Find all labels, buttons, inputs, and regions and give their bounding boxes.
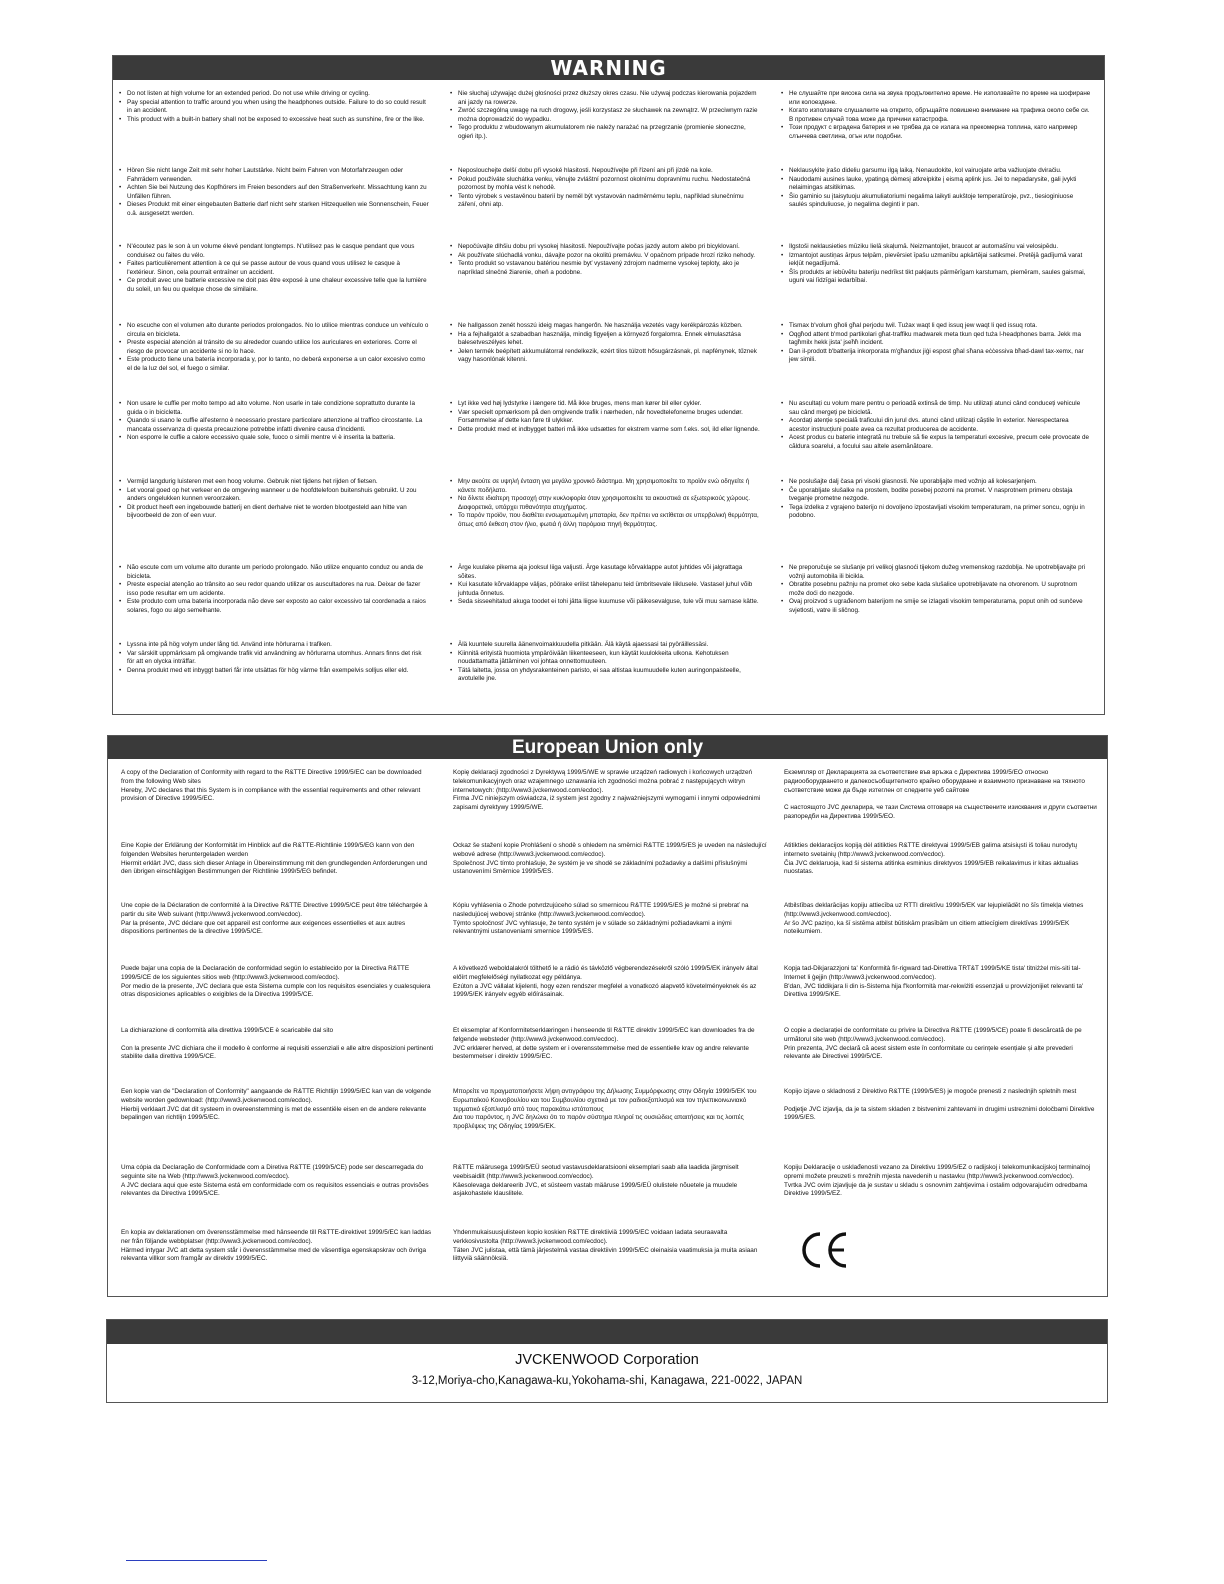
- eu-declaration-block: [784, 1088, 1099, 1123]
- warning-item: • Este produto com uma bateria incorporada não deve ser exposto ao calor excessivo tal coordenada a raios solares, fogo ou algo semelhante.: [119, 598, 429, 615]
- warning-item: • Ärge kuulake pikema aja jooksul liiga valjusti. Ärge kasutage kõrvaklappe autot juhtides või jalgrattaga sõites.: [450, 564, 760, 581]
- warning-item: • Tismax b'volum għoli għal perjodu twil. Tużax waqt li qed issuq jew waqt li qed issuq rota.: [781, 322, 1091, 331]
- warning-language-block: [450, 322, 760, 365]
- corporation-address: 3-12,Moriya-cho,Kanagawa-ku,Yokohama-shi, Kanagawa, 221-0022, JAPAN: [411, 1375, 803, 1387]
- eu-declaration-block: [121, 902, 436, 937]
- warning-list: [119, 167, 429, 219]
- corporation-bar: [107, 1320, 1107, 1344]
- warning-item: • Tego produktu z wbudowanym akumulatorem nie należy narażać na przegrzanie (promienie słoneczne, ogień itp.).: [450, 124, 760, 141]
- eu-declaration-text: Une copie de la Déclaration de conformité à la Directive R&TTE Directive 1999/5/CE peut être téléchargée à partir du site Web suivant (http://www3.jvckenwood.com/ecdoc). Par la présente, JVC déclare que cet appareil est conforme aux exigences essentielles et aux autres dispositions pertinentes de la directive 1999/5/CE.: [121, 902, 428, 936]
- warning-item: • Ovaj proizvod s ugrađenom baterijom ne smije se izlagati visokim temperaturama, poput onih od sunčeve svjetlosti, vatre ili sličnog.: [781, 598, 1091, 615]
- warning-item: • Nu ascultați cu volum mare pentru o perioadă extinsă de timp. Nu utilizați atunci când conduceți vehicule sau când mergeți pe bicicletă.: [781, 400, 1091, 417]
- warning-item: • Dan il-prodott b'batterija inkorporata m'għandux jiġi espost għal sħana eċċessiva bħad-dawl tax-xemx, nar jew simili.: [781, 348, 1091, 365]
- eu-declaration-block: [784, 1027, 1099, 1062]
- warning-list: [450, 478, 760, 530]
- warning-item: • Acordați atenție specială traficului din jurul dvs. atunci când utilizați căștile în exterior. Nerespectarea acestor instrucțiuni poate avea ca rezultat producerea de accidente.: [781, 417, 1091, 434]
- warning-list: [119, 564, 429, 616]
- warning-item: • Non usare le cuffie per molto tempo ad alto volume. Non usarle in tale condizione soprattutto durante la guida o in bicicletta.: [119, 400, 429, 417]
- eu-declaration-block: [121, 1088, 436, 1123]
- warning-item: • Lyt ikke ved høj lydstyrke i længere tid. Må ikke bruges, mens man kører bil eller cykler.: [450, 400, 760, 409]
- warning-language-block: [450, 478, 760, 530]
- eu-declaration-block: [453, 769, 768, 813]
- eu-declaration-block: [784, 842, 1099, 877]
- warning-columns: [113, 80, 1104, 714]
- warning-item: • Acest produs cu baterie integrată nu trebuie să fie expus la temperaturi excesive, precum cele provocate de căldura soarelui, a focului sau altele asemănătoare.: [781, 434, 1091, 451]
- warning-item: • Neklausykite įrašo dideliu garsumu ilgą laiką. Nenaudokite, kol vairuojate arba važiuojate dviračiu.: [781, 167, 1091, 176]
- warning-item: • Non esporre le cuffie a calore eccessivo quale sole, fuoco o simili mentre vi è inserita la batteria.: [119, 434, 429, 443]
- warning-list: [450, 400, 760, 434]
- warning-language-block: [119, 90, 429, 124]
- eu-declaration-text: Kópiu vyhlásenia o Zhode potvrdzujúceho súlad so smernicou R&TTE 1999/5/ES je možné si prebrať na nasledujúcej webovej stránke (http://www3.jvckenwood.com/ecdoc). Týmto spoločnosť JVC vyhlasuje, že tento systém je v súlade so základnými požiadavkami a inými relevantnými ustanoveniami smernice 1999/5/ES.: [453, 902, 749, 936]
- warning-item: • Не слушайте при висока сила на звука продължително време. Не използвайте по време на шофиране или колоездене.: [781, 90, 1091, 107]
- eu-declaration-block: [121, 1027, 436, 1062]
- eu-declaration-text: Kopja tad-Dikjarazzjoni ta' Konformità fir-rigward tad-Direttiva TRT&T 1999/5/KE tista' titniżżel mis-siti tal-Internet li ġejjin (http://www3.jvckenwood.com/ecdoc). B'dan, JVC tiddikjara li din is-Sistema hija f'konformità mar-rekwiżiti essenzjali u provvizjonijiet relevanti ta' Direttiva 1999/5/KE.: [784, 965, 1084, 999]
- eu-declaration-text: Kopię deklaracji zgodności z Dyrektywą 1999/5/WE w sprawie urządzeń radiowych i końcowych urządzeń telekomunikacyjnych oraz wzajemnego uznawania ich zgodności można pobrać z następujących witryn internetowych: (http://www3.jvckenwood.com/ecdoc). Firma JVC niniejszym oświadcza, iż system jest zgodny z najważniejszymi wymogami i innymi odpowiednimi zapisami dyrektywy 1999/5/WE.: [453, 769, 761, 812]
- warning-language-block: [119, 400, 429, 443]
- warning-item: • Nepočúvajte dlhšiu dobu pri vysokej hlasitosti. Nepoužívajte počas jazdy autom alebo pri bicyklovaní.: [450, 243, 760, 252]
- warning-item: • Το παρόν προϊόν, που διαθέτει ενσωματωμένη μπαταρία, δεν πρέπει να εκτίθεται σε υπερβολική θερμότητα, όπως από έκθεση στον ήλιο, φωτιά ή άλλη παρόμοια πηγή θερμότητας.: [450, 512, 760, 529]
- eu-declaration-text: Atbilstības deklarācijas kopiju attiecība uz RTTI direktīvu 1999/5/EK var lejupielādēt no šīs tīmekļa vietnes (http://www3.jvckenwood.com/ecdoc). Ar šo JVC paziņo, ka šī sistēma atbilst būtiskām prasībām un citiem attiecīgiem direktīvas 1999/5/EK noteikumiem.: [784, 902, 1084, 936]
- warning-language-block: [119, 564, 429, 616]
- warning-list: [450, 90, 760, 142]
- warning-item: • Če uporabljate slušalke na prostem, bodite posebej pozorni na promet. V nasprotnem primeru obstaja tveganje prometne nezgode.: [781, 487, 1091, 504]
- eu-declaration-text: O copie a declarației de conformitate cu privire la Directiva R&TTE (1999/5/CE) poate fi descărcată de pe următorul site web (http://www3.jvckenwood.com/ecdoc). Prin prezenta, JVC declară că acest sistem este în conformitate cu cerințele esențiale și alte prevederi relevante ale Directivei 1999/5/CE.: [784, 1027, 1082, 1061]
- eu-declaration-text: Μπορείτε να πραγματοποιήσετε λήψη αντιγράφου της Δήλωσης Συμμόρφωσης στην Οδηγία 1999/5/ΕΚ του Ευρωπαϊκού Κοινοβουλίου και του Συμβουλίου σχετικά με τον ραδιοεξοπλισμό και τον τηλεπικοινωνιακό τερματικό εξοπλισμό από τους παρακάτω ιστότοπους Δια του παρόντος, η JVC δηλώνει ότι το παρόν σύστημα πληροί τις ουσιώδεις απαιτήσεις και τις λοιπές προβλέψεις της Οδηγίας 1999/5/ΕΚ.: [453, 1088, 757, 1131]
- warning-item: • Tento produkt so vstavanou batériou nesmie byť vystavený zdrojom nadmerne vysokej teploty, ako je napríklad slnečné žiarenie, oheň a podobne.: [450, 260, 760, 277]
- warning-language-block: [781, 400, 1091, 452]
- warning-list: [450, 243, 760, 277]
- warning-section: [112, 55, 1105, 715]
- warning-list: [781, 167, 1091, 210]
- warning-language-block: [450, 400, 760, 434]
- warning-item: • N'écoutez pas le son à un volume élevé pendant longtemps. N'utilisez pas le casque pendant que vous conduisez ou faites du vélo.: [119, 243, 429, 260]
- eu-declaration-block: [453, 842, 768, 877]
- warning-item: • Ne hallgasson zenét hosszú ideig magas hangerőn. Ne használja vezetés vagy kerékpározás közben.: [450, 322, 760, 331]
- eu-declaration-block: [453, 965, 768, 1000]
- warning-item: • Dieses Produkt mit einer eingebauten Batterie darf nicht sehr starken Hitzequellen wie Sonnenschein, Feuer o.ä. ausgesetzt werden.: [119, 201, 429, 218]
- eu-declaration-text: Kopijo izjave o skladnosti z Direktivo R&TTE (1999/5/ES) je mogoče prenesti z naslednjih spletnih mest Podjetje JVC izjavlja, da je ta sistem skladen z bistvenimi zahtevami in drugimi ustreznimi določbami Direktive 1999/5/ES.: [784, 1088, 1095, 1122]
- warning-language-block: [450, 167, 760, 210]
- eu-declaration-block: [453, 902, 768, 937]
- warning-item: • Oqgħod attent b'mod partikolari għat-traffiku madwarek meta tkun qed tuża l-headphones barra. Jekk ma tagħmilx hekk jista' jseħħ incident.: [781, 331, 1091, 348]
- eu-declaration-text: Atitikties deklaracijos kopiją dėl atitikties R&TTE direktyvai 1999/5/EB galima atsisiųsti iš toliau nurodytų interneto svetainių (http://www3.jvckenwood.com/ecdoc). Čia JVC deklaruoja, kad ši sistema atitinka esminius direktyvos 1999/5/EB reikalavimus ir kitas aktualias nuostatas.: [784, 842, 1079, 876]
- warning-list: [119, 90, 429, 124]
- eu-declaration-block: [121, 842, 436, 877]
- eu-declaration-block: [453, 1027, 768, 1062]
- warning-item: • Dette produkt med et indbygget batteri må ikke udsættes for ekstrem varme som f.eks. sol, ild eller lignende.: [450, 426, 760, 435]
- warning-item: • Tega izdelka z vgrajeno baterijo ni dovoljeno izpostavljati visokim temperaturam, na primer soncu, ognju in podobno.: [781, 504, 1091, 521]
- warning-item: • Este producto tiene una batería incorporada y, por lo tanto, no deberá exponerse a un calor excesivo como el de la luz del sol, el fuego o similar.: [119, 356, 429, 373]
- warning-item: • Quando si usano le cuffie all'esterno è necessario prestare particolare attenzione al traffico circostante. La mancata osservanza di questa precauzione potrebbe infatti divenire causa d'incidenti.: [119, 417, 429, 434]
- warning-list: [781, 478, 1091, 521]
- warning-item: • Seda sisseehitatud akuga toodet ei tohi jätta liigse kuumuse või päikesevalguse, tule või muu sarnase kätte.: [450, 598, 760, 607]
- corporation-name: JVCKENWOOD Corporation: [515, 1352, 699, 1368]
- eu-declaration-block: [784, 902, 1099, 937]
- warning-item: • Να δίνετε ιδιαίτερη προσοχή στην κυκλοφορία όταν χρησιμοποιείτε τα ακουστικά σε εξωτερικούς χώρους. Διαφορετικά, υπάρχει πιθανότητα ατυχήματος.: [450, 495, 760, 512]
- warning-item: • Let vooral goed op het verkeer en de omgeving wanneer u de hoofdtelefoon buitenshuis gebruikt. U zou anders ongelukken kunnen veroorzaken.: [119, 487, 429, 504]
- eu-declaration-text: En kopia av deklarationen om överensstämmelse med hänseende till R&TTE-direktivet 1999/5/EC kan laddas ner från följande webbplatser (http://www3.jvckenwood.com/ecdoc). Härmed intygar JVC att detta system står i överensstämmelse med de väsentliga egenskapskrav och övriga relevanta villkor som framgår av direktiv 1999/5/EC.: [121, 1229, 432, 1263]
- eu-title: European Union only: [108, 736, 1107, 759]
- eu-declaration-block: [121, 965, 436, 1000]
- eu-declaration-text: Een kopie van de "Declaration of Conformity" aangaande de R&TTE Richtlijn 1999/5/EC kan van de volgende website worden gedownload: (http://www3.jvckenwood.com/ecdoc). Hierbij verklaart JVC dat dit systeem in overeenstemming is met de essentiële eisen en de andere relevante bepalingen van richtlijn 1999/5/EC.: [121, 1088, 432, 1122]
- warning-item: • Preste especial atenção ao trânsito ao seu redor quando utilizar os auscultadores na rua. Deixar de fazer isso pode resultar em um acidente.: [119, 581, 429, 598]
- eu-declaration-text: Kopiju Deklaracije o usklađenosti vezano za Direktivu 1999/5/EZ o radijskoj i telekomunikacijskoj terminalnoj opremi možete preuzeti s mrežnih mjesta navedenih u nastavku (http://www3.jvckenwood.com/ecdoc). Tvrtka JVC ovim izjavljuje da je sustav u skladu s osnovnim zahtjevima i ostalim odgovarajućim odredbama Direktive 1999/5/EZ.: [784, 1164, 1091, 1198]
- warning-item: • Var särskilt uppmärksam på omgivande trafik vid användning av hörlurarna utomhus. Annars finns det risk för att en olycka inträffar.: [119, 650, 429, 667]
- warning-item: • Μην ακούτε σε υψηλή ένταση για μεγάλο χρονικό διάστημα. Μη χρησιμοποιείτε το προϊόν ενώ οδηγείτε ή κάνετε ποδήλατο.: [450, 478, 760, 495]
- warning-language-block: [781, 243, 1091, 286]
- warning-list: [119, 400, 429, 443]
- eu-section: [107, 735, 1108, 1297]
- warning-item: • Tätä laitetta, jossa on yhdysrakenteinen paristo, ei saa altistaa kuumuudelle kuten auringonpaisteelle, avotulelle jne.: [450, 667, 760, 684]
- warning-language-block: [781, 322, 1091, 365]
- ce-mark-icon: [798, 1230, 850, 1270]
- warning-item: • Когато използвате слушалките на открито, обръщайте повишено внимание на трафика около себе си. В противен случай това може да причини катастрофа.: [781, 107, 1091, 124]
- warning-item: • Vær specielt opmærksom på den omgivende trafik i nærheden, når hovedtelefonerne bruges udendør. Forsømmelse af dette kan føre til ulykker.: [450, 409, 760, 426]
- warning-item: • Kui kasutate kõrvaklappe väljas, pöörake erilist tähelepanu teid ümbritsevale liiklusele. Vastasel juhul võib juhtuda õnnetus.: [450, 581, 760, 598]
- eu-declaration-block: [121, 1164, 436, 1199]
- warning-language-block: [781, 90, 1091, 142]
- warning-language-block: [119, 167, 429, 219]
- warning-item: • Šio gaminio su įtaisytuoju akumuliatoriumi negalima laikyti aukštoje temperatūroje, pvz., tiesioginiuose saulės spinduliuose, jo negalima deginti ir pan.: [781, 193, 1091, 210]
- warning-item: • Faites particulièrement attention à ce qui se passe autour de vous quand vous utilisez le casque à l'extérieur. Sinon, cela pourrait entraîner un accident.: [119, 260, 429, 277]
- eu-declaration-block: [784, 769, 1099, 822]
- eu-declaration-text: Puede bajar una copia de la Declaración de conformidad según lo establecido por la Directiva R&TTE 1999/5/CE de los siguientes sitios web (http://www3.jvckenwood.com/ecdoc). Por medio de la presente, JVC declara que esta Sistema cumple con los requisitos esenciales y cualesquiera otras disposiciones aplicables o exigibles de la Directiva 1999/5/CE.: [121, 965, 431, 999]
- eu-declaration-text: A copy of the Declaration of Conformity with regard to the R&TTE Directive 1999/5/EC can be downloaded from the following Web sites Hereby, JVC declares that this System is in compliance with the essential requirements and other relevant provision of Directive 1999/5/EC.: [121, 769, 422, 803]
- eu-declaration-text: Ockaz še stažení kopie Prohlášení o shodě s ohledem na směrnici R&TTE 1999/5/ES je uveden na následující webové adrese (http://www3.jvckenwood.com/ecdoc). Společnost JVC tímto prohlašuje, že systém je ve shodě se základními požadavky a dalšími příslušnými ustanoveními Směrnice 1999/5/ES.: [453, 842, 767, 876]
- warning-item: • Ak používate slúchadlá vonku, dávajte pozor na okolitú premávku. V opačnom prípade hrozí riziko nehody.: [450, 252, 760, 261]
- warning-list: [781, 243, 1091, 286]
- warning-item: • Ne poslušajte dalj časa pri visoki glasnosti. Ne uporabljajte med vožnjo ali kolesarjenjem.: [781, 478, 1091, 487]
- warning-list: [119, 243, 429, 295]
- warning-item: • Tento výrobek s vestavěnou baterií by neměl být vystavován nadměrnému teplu, například slunečnímu záření, ohni atp.: [450, 193, 760, 210]
- warning-item: • Naudodami ausines lauke, ypatingą dėmesį atkreipkite į eismą aplink jus. Jei to nepadarysite, gali įvykti nelaimingas atsitikimas.: [781, 176, 1091, 193]
- warning-item: • This product with a built-in battery shall not be exposed to excessive heat such as sunshine, fire or the like.: [119, 116, 429, 125]
- warning-item: • Pay special attention to traffic around you when using the headphones outside. Failure to do so could result in an accident.: [119, 99, 429, 116]
- warning-list: [119, 322, 429, 374]
- warning-item: • Jelen termék beépített akkumulátorral rendelkezik, ezért tilos túlzott hősugárzásnak, pl. napfénynek, tűznek vagy hasonlónak kitenni.: [450, 348, 760, 365]
- warning-list: [450, 564, 760, 607]
- eu-declaration-block: [784, 1164, 1099, 1199]
- warning-item: • Achten Sie bei Nutzung des Kopfhörers im Freien besonders auf den Straßenverkehr. Missachtung kann zu Unfällen führen.: [119, 184, 429, 201]
- warning-language-block: [450, 641, 760, 684]
- corporation-section: [106, 1319, 1108, 1403]
- warning-list: [450, 641, 760, 684]
- warning-list: [781, 322, 1091, 365]
- warning-language-block: [119, 478, 429, 521]
- eu-declaration-text: Uma cópia da Declaração de Conformidade com a Diretiva R&TTE (1999/5/CE) pode ser descarregada do seguinte site na Web (http://www3.jvckenwood.com/ecdoc). A JVC declara aqui que este Sistema está em conformidade com os requisitos essenciais e outras provisões relevantes da Directiva 1999/5/CE.: [121, 1164, 429, 1198]
- footer-divider: [126, 1560, 267, 1561]
- warning-item: • Kiinnitä erityistä huomiota ympäröivään liikenteeseen, kun käytät kuulokkeita ulkona. Kehotuksen noudattamatta jättäminen voi johtaa onnettomuuteen.: [450, 650, 760, 667]
- eu-declaration-block: [784, 965, 1099, 1000]
- warning-item: • Ha a fejhallgatót a szabadban használja, mindig figyeljen a környező forgalomra. Ennek elmulasztása balesetveszélyes lehet.: [450, 331, 760, 348]
- warning-item: • Ce produit avec une batterie excessive ne doit pas être exposé à une chaleur excessive telle que la lumière du soleil, un feu ou quelque chose de similaire.: [119, 277, 429, 294]
- eu-declaration-block: [121, 769, 436, 804]
- warning-item: • Šīs produkts ar iebūvētu bateriju nedrīkst tikt pakļauts pārmērīgam karstumam, piemēram, saules gaismai, uguni vai līdzīgai iedarbībai.: [781, 269, 1091, 286]
- warning-list: [450, 322, 760, 365]
- warning-item: • Vermijd langdurig luisteren met een hoog volume. Gebruik niet tijdens het rijden of fietsen.: [119, 478, 429, 487]
- warning-language-block: [781, 478, 1091, 521]
- warning-item: • Pokud používáte sluchátka venku, věnujte zvláštní pozornost okolnímu dopravnímu ruchu. Nedostatečná pozornost by mohla vést k nehodě.: [450, 176, 760, 193]
- eu-declaration-text: La dichiarazione di conformità alla direttiva 1999/5/CE è scaricabile dal sito Con la presente JVC dichiara che il modello è conforme ai requisiti essenziali e alle altre disposizioni pertinenti stabilite dalla direttiva 1999/5/CE.: [121, 1027, 434, 1061]
- warning-item: • Não escute com um volume alto durante um período prolongado. Não utilize enquanto conduz ou anda de bicicleta.: [119, 564, 429, 581]
- eu-declaration-block: [453, 1088, 768, 1132]
- warning-title: WARNING: [113, 56, 1104, 80]
- warning-item: • Zwróć szczególną uwagę na ruch drogowy, jeśli korzystasz ze słuchawek na zewnątrz. W przeciwnym razie można doprowadzić do wypadku.: [450, 107, 760, 124]
- eu-declaration-text: Yhdenmukaisuusjulisteen kopio koskien R&TTE direktiiviä 1999/5/EC voidaan ladata seuraavalta verkkosivustolta (http://www3.jvckenwood.com/ecdoc). Täten JVC julistaa, että tämä järjestelmä vastaa direktiivin 1999/5/EC oleinaisia vaatimuksia ja muita asiaan liittyviä säännöksiä.: [453, 1229, 758, 1263]
- warning-item: • Hören Sie nicht lange Zeit mit sehr hoher Lautstärke. Nicht beim Fahren von Motorfahrzeugen oder Fahrrädern verwenden.: [119, 167, 429, 184]
- warning-item: • Obratite posebnu pažnju na promet oko sebe kada slušalice upotrebljavate na otvorenom. U suprotnom može doći do nezgode.: [781, 581, 1091, 598]
- warning-item: • Denna produkt med ett inbyggt batteri får inte utsättas för hög värme från exempelvis solljus eller eld.: [119, 667, 429, 676]
- eu-declaration-text: A következő weboldalakról tölthető le a rádió és távközlő végberendezésekről szóló 1999/5/EK irányelv által előírt megfelelőségi nyilatkozat egy példánya. Ezúton a JVC vállalat kijelenti, hogy ezen rendszer megfelel a vonatkozó alapvető követelményeknek és az 1999/5/EK irányelv egyéb előírásainak.: [453, 965, 758, 999]
- warning-item: • Älä kuuntele suurella äänenvoimakkuudella pitkään. Älä käytä ajaessasi tai pyöräillessäsi.: [450, 641, 760, 650]
- warning-language-block: [450, 243, 760, 277]
- eu-declaration-text: Екземпляр от Декларацията за съответствие във връзка с Директива 1999/5/ЕО относно радиооборудването и далекосъобщителното крайно оборудване и взаимното признаване на тяхното съответствие може да бъде изтеглен от следните уеб сайтове С настоящото JVC декларира, че тази Система отговаря на съществените изисквания и други съответни разпоредби на Директива 1999/5/ЕО.: [784, 769, 1097, 820]
- warning-language-block: [450, 564, 760, 607]
- warning-item: • Nie słuchaj używając dużej głośności przez dłuższy okres czasu. Nie używaj podczas kierowania pojazdem ani jazdy na rowerze.: [450, 90, 760, 107]
- warning-item: • Izmantojot austiņas ārpus telpām, pievērsiet īpašu uzmanību apkārtējai satiksmei. Pretējā gadījumā varat iekļūt negadījumā.: [781, 252, 1091, 269]
- warning-list: [781, 90, 1091, 142]
- warning-item: • Preste especial atención al tránsito de su alrededor cuando utilice los auriculares en exteriores. Corre el riesgo de provocar un accidente si no lo hace.: [119, 339, 429, 356]
- warning-item: • Neposlouchejte delší dobu při vysoké hlasitosti. Nepoužívejte při řízení ani při jízdě na kole.: [450, 167, 760, 176]
- warning-item: • Ilgstoši neklausieties mūziku lielā skaļumā. Neizmantojiet, braucot ar automašīnu vai velosipēdu.: [781, 243, 1091, 252]
- warning-language-block: [781, 167, 1091, 210]
- eu-declaration-block: [121, 1229, 436, 1264]
- warning-language-block: [119, 243, 429, 295]
- warning-language-block: [119, 322, 429, 374]
- warning-item: • Ne preporučuje se slušanje pri velikoj glasnoći tijekom dužeg vremenskog razdoblja. Ne upotrebljavajte pri vožnji automobila ili bicikla.: [781, 564, 1091, 581]
- warning-item: • No escuche con el volumen alto durante periodos prolongados. No lo utilice mientras conduce un vehículo o circula en bicicleta.: [119, 322, 429, 339]
- eu-declaration-block: [453, 1229, 768, 1264]
- warning-item: • Dit product heeft een ingebouwde batterij en dient derhalve niet te worden blootgesteld aan hitte van bijvoorbeeld de zon of een vuur.: [119, 504, 429, 521]
- warning-language-block: [119, 641, 429, 675]
- eu-declaration-text: Et eksemplar af Konformitetserklæringen i henseende til R&TTE direktiv 1999/5/EC kan downloades fra de følgende websteder (http://www3.jvckenwood.com/ecdoc). JVC erklærer herved, at dette system er i overensstemmelse med de essentielle krav og andre relevante bestemmelser i direktiv 1999/5/EC.: [453, 1027, 755, 1061]
- warning-item: • Този продукт с вградена батерия и не трябва да се излага на прекомерна топлина, като например слънчева светлина, огън или подобни.: [781, 124, 1091, 141]
- eu-declaration-text: Eine Kopie der Erklärung der Konformität im Hinblick auf die R&TTE-Richtlinie 1999/5/EG kann von den folgenden Websites heruntergeladen werden Hiermit erklärt JVC, dass sich dieser Anlage in Übereinstimmung mit den grundlegenden Anforderungen und den übrigen einschlägigen Bestimmungen der Richtlinie 1999/5/EG befindet.: [121, 842, 428, 876]
- warning-list: [119, 478, 429, 521]
- eu-declaration-block: [453, 1164, 768, 1199]
- warning-list: [450, 167, 760, 210]
- warning-language-block: [450, 90, 760, 142]
- warning-list: [781, 400, 1091, 452]
- warning-item: • Do not listen at high volume for an extended period. Do not use while driving or cycling.: [119, 90, 429, 99]
- warning-list: [119, 641, 429, 675]
- warning-item: • Lyssna inte på hög volym under lång tid. Använd inte hörlurarna i trafiken.: [119, 641, 429, 650]
- warning-language-block: [781, 564, 1091, 616]
- eu-declaration-text: R&TTE määrusega 1999/5/EÜ seotud vastavusdeklaratsiooni eksemplari saab alla laadida järgmiselt veebisaidilt (http://www3.jvckenwood.com/ecdoc). Käesolevaga deklareerib JVC, et süsteem vastab määruse 1999/5/EÜ olulistele nõuetele ja muudele asjakohastele klauslitele.: [453, 1164, 739, 1198]
- warning-list: [781, 564, 1091, 616]
